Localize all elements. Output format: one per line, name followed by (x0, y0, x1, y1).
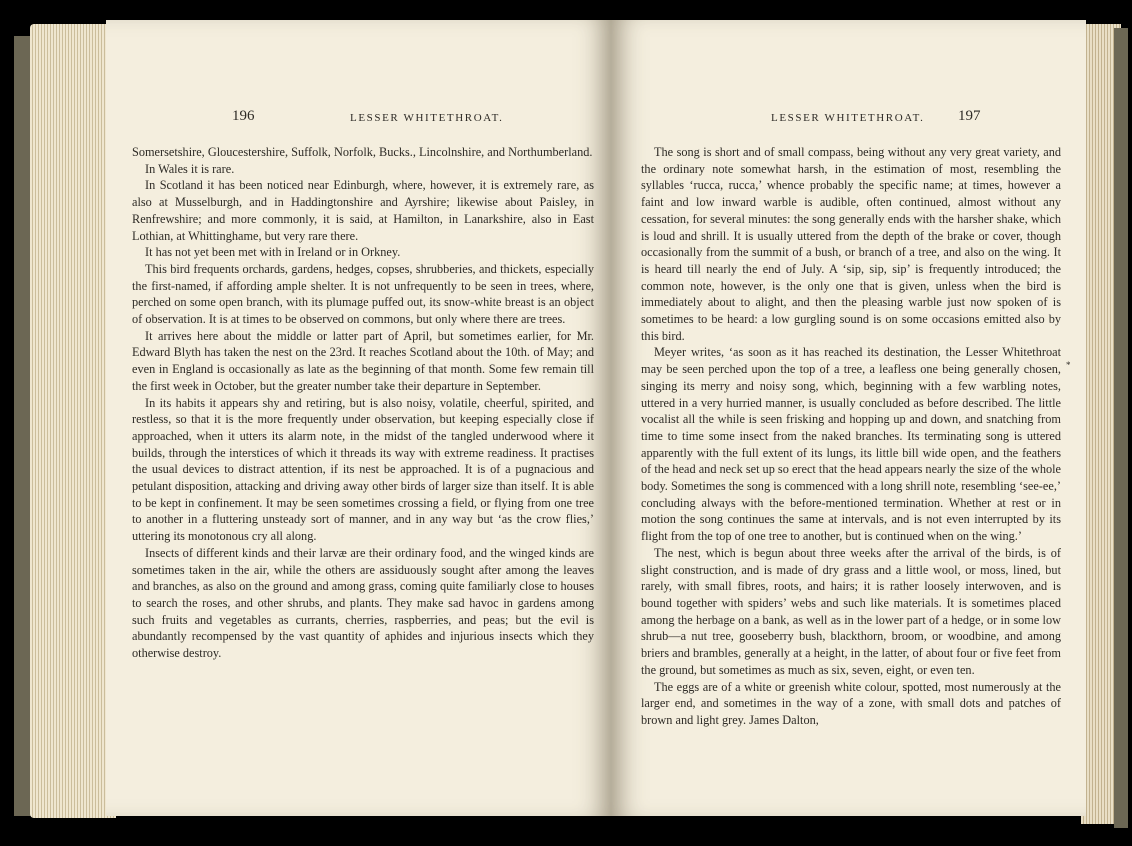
paragraph: In Scotland it has been noticed near Edinburgh, where, however, it is extremely rare, as also at Musselburgh, and in Haddingtonshire and Ayrshire; likewise about Paisley, in Renfrewshire; and more commonly, it is said, at Hamilton, in Lanarkshire, also in East Lothian, at Whittinghame, but very rare there. (132, 178, 594, 243)
right-page (611, 20, 1086, 816)
left-page (106, 20, 611, 816)
running-title: LESSER WHITETHROAT. (771, 112, 925, 124)
cover-edge-right (1114, 28, 1128, 828)
paragraph: In Wales it is rare. (145, 161, 235, 176)
running-title: LESSER WHITETHROAT. (350, 112, 504, 124)
paragraph: The nest, which is begun about three weeks after the arrival of the birds, is of slight construction, and is made of dry grass and a little wool, or moss, lined, but rarely, with small fibres, roots, and hairs; it is rather loosely interwoven, and is bound together with spiders’ webs and such like materials. It is sometimes placed among the herbage on a bank, as well as in the lower part of a hedge, or in some low shrub—a nut tree, gooseberry bush, blackthorn, broom, or woodbine, and among briers and brambles, generally at a height, in the latter, of about four or five feet from the ground, but sometimes as much as six, seven, eight, or even ten. (641, 545, 1061, 677)
paragraph: This bird frequents orchards, gardens, hedges, copses, shrubberies, and thickets, especially the first-named, if affording ample shelter. It is not unfrequently to be seen in trees, where, perched on some open branch, with its plumage puffed out, its snow-white breast is an object of observation. It is at times to be observed on commons, but only where there are trees. (132, 261, 594, 327)
paragraph: In its habits it appears shy and retiring, but is also noisy, volatile, cheerful, spirited, and restless, so that it is the more frequently under observation, but keeping especially close if approached, when it utters its alarm note, in the midst of the tangled underwood where it builds, through the interstices of which it threads its way with extreme readiness. It practises the usual devices to distract attention, if its nest be approached. It is of a pugnacious and petulant disposition, attacking and driving away other birds of larger size than itself. It is able to be kept in confinement. It may be seen sometimes crossing a field, or flying from one tree to another in a fluttering unsteady sort of manner, and in any way but ‘as the crow flies,’ uttering its monotonous cry all along. (132, 395, 594, 544)
open-book (6, 6, 1126, 840)
page-text (132, 144, 594, 662)
page-text (641, 144, 1061, 729)
paragraph: Somersetshire, Gloucestershire, Suffolk, Norfolk, Bucks., Lincolnshire, and Northumberland. (132, 145, 593, 159)
paragraph: It has not yet been met with in Ireland or in Orkney. (145, 245, 401, 260)
paragraph: Meyer writes, ‘as soon as it has reached its destination, the Lesser Whitethroat may be seen perched upon the top of a tree, a leafless one being generally chosen, singing its merry and noisy song, which, beginning with a few warbling notes, uttered in a very hurried manner, is usually concluded as before described. The little vocalist all the while is seen frisking and hopping up and down, and snatching from time to time some insect from the naked branches. Its terminating song is uttered apparently with the full extent of its lungs, its little bill wide open, and the feathers of the head and neck set up so erect that the head appears nearly the size of the whole body. Sometimes the song is commenced with a long shrill note, resembling ‘see-ee,’ concluding always with the before-mentioned termination. Whether at rest or in motion the song continues the same at intervals, and is not even interrupted by its flight from the top of one tree to another, but is continued when on the wing.’ (641, 345, 1061, 544)
page-edges-left (30, 24, 116, 818)
paragraph: The eggs are of a white or greenish white colour, spotted, most numerously at the larger end, and sometimes in the way of a zone, with small dots and patches of brown and light grey. James Dalton, (641, 679, 1061, 727)
margin-mark: * (1066, 360, 1071, 370)
page-number: 197 (958, 108, 981, 124)
paragraph: The song is short and of small compass, being without any very great variety, and the ordinary note somewhat harsh, in the estimation of most, resembling the syllables ‘rucca, rucca,’ whence probably the specific name; at times, however a faint and low inward warble is audible, often continued, almost without any cessation, for several minutes: the song generally ends with the harsher shake, which is loud and shrill. It is usually uttered from the depth of the brake or cover, though occasionally from the summit of a bush, or branch of a tree, and also on the wing. It is heard till nearly the end of July. A ‘sip, sip, sip’ is frequently introduced; the common note, however, is the only one that is given, unless when the bird is immediately about to alight, and then the pleasing warble just now spoken of is sometimes to be heard: a low gurgling sound is on some occasions emitted also by this bird. (641, 145, 1061, 343)
paragraph: It arrives here about the middle or latter part of April, but sometimes earlier, for Mr. Edward Blyth has taken the nest on the 23rd. It reaches Scotland about the 10th. of May; and even in England is occasionally as late as the beginning of that month. Some few remain till the first week in October, but the greater number take their departure in September. (132, 328, 594, 393)
page-number: 196 (232, 108, 255, 124)
paragraph: Insects of different kinds and their larvæ are their ordinary food, and the winged kinds are sometimes taken in the air, while the others are assiduously sought after among the leaves and branches, as also on the ground and among grass, coming quite familiarly close to houses to search the roses, and other shrubs, and plants. They make sad havoc in gardens among such fruits and vegetables as currants, cherries, raspberries, and peas; but the evil is abundantly recompensed by the vast quantity of aphides and injurious insects which they otherwise destroy. (132, 545, 594, 661)
